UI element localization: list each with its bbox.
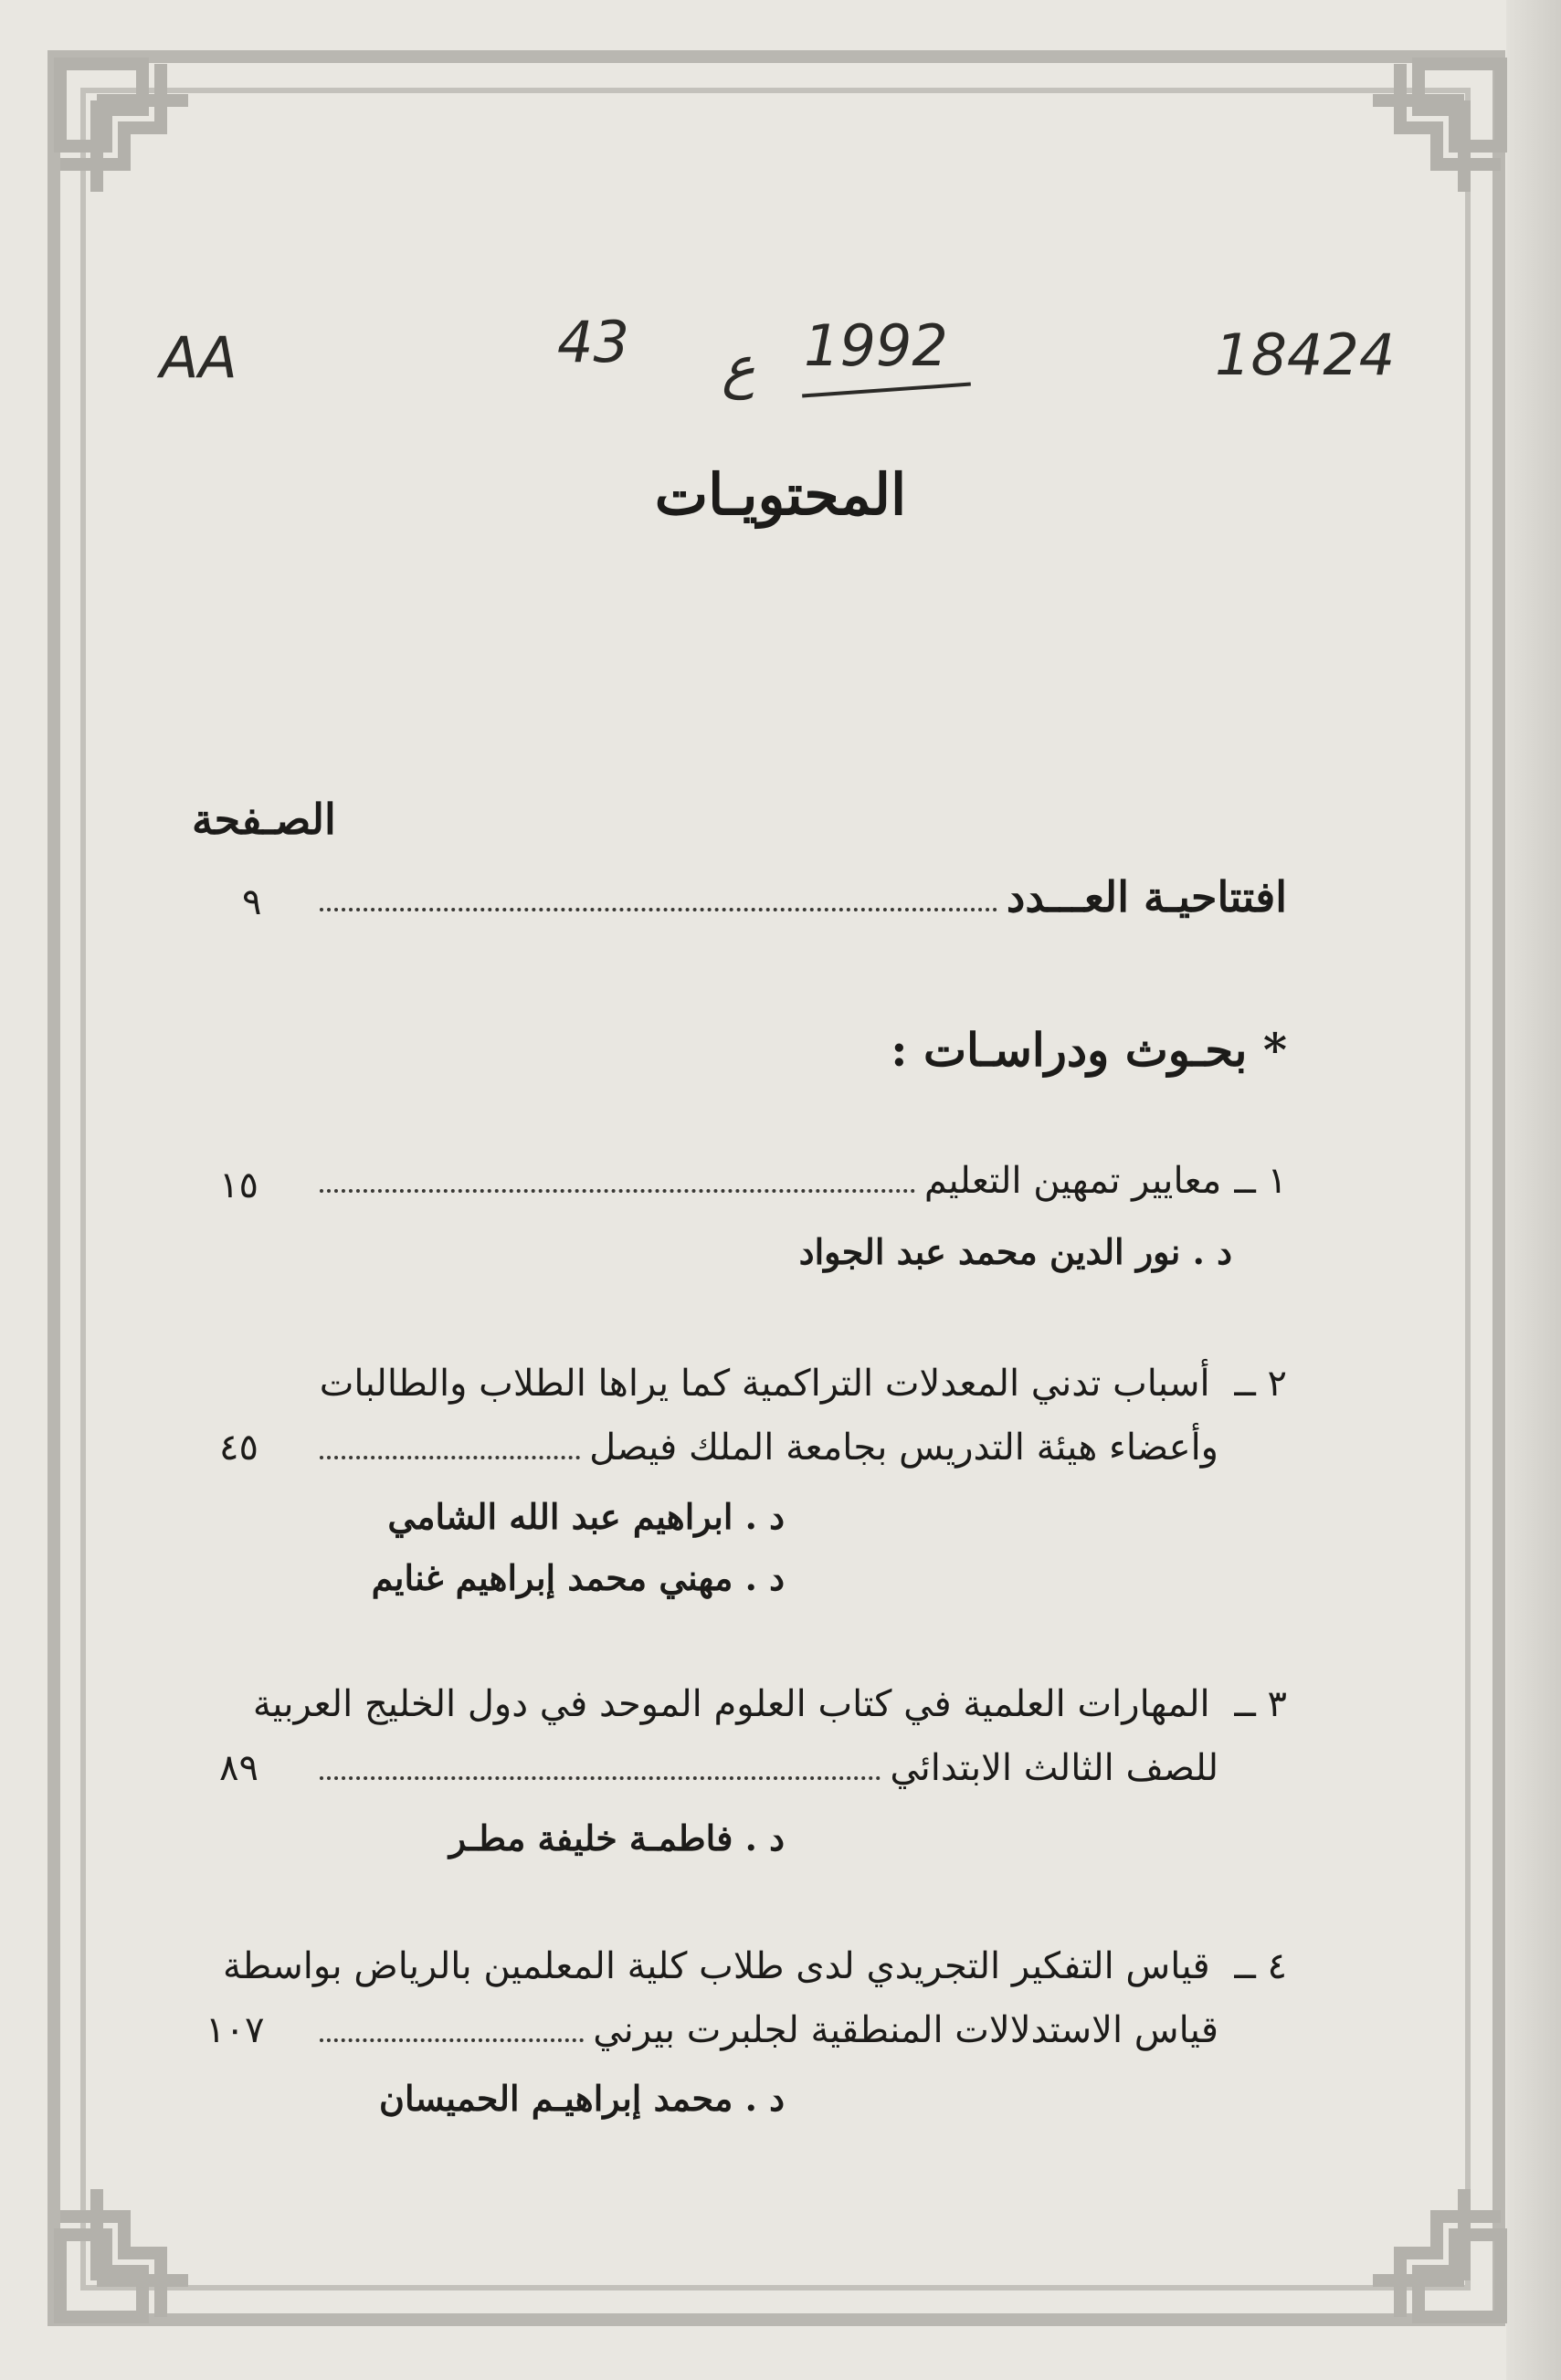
corner-ornament-icon <box>42 2153 225 2335</box>
entry-number: ٢ ــ <box>1234 1363 1287 1405</box>
entry-title: أسباب تدني المعدلات التراكمية كما يراها الطلاب والطالبات <box>319 1363 1210 1405</box>
page-number: ١٥ <box>219 1164 258 1206</box>
entry-title: قياس التفكير التجريدي لدى طلاب كلية المعلمين بالرياض بواسطة <box>222 1945 1210 1987</box>
handwritten-mark: 43 <box>557 309 629 375</box>
corner-ornament-icon <box>1336 2153 1519 2335</box>
page-number: ١٠٧ <box>206 2009 265 2051</box>
entry-number: ٣ ــ <box>1234 1683 1287 1725</box>
toc-entry-continued <box>311 1747 1218 1789</box>
leader-dots <box>320 1162 915 1193</box>
page-column-header: الصـفحة <box>192 795 336 844</box>
author: د . نور الدين محمد عبد الجواد <box>798 1231 1232 1272</box>
entry-number: ١ ــ <box>1234 1160 1287 1202</box>
toc-label: افتتاحيـة العـــدد <box>1006 872 1287 921</box>
section-heading: * بحـوث ودراسـات : <box>891 1023 1287 1077</box>
leader-dots <box>320 1749 881 1780</box>
toc-entry <box>223 1945 1287 1987</box>
entry-title-continued: للصف الثالث الابتدائي <box>890 1747 1218 1789</box>
entry-number: ٤ ــ <box>1234 1945 1287 1987</box>
toc-entry-continued <box>311 2009 1218 2051</box>
entry-title-continued: قياس الاستدلالات المنطقية لجلبرت بيرني <box>593 2009 1218 2051</box>
toc-entry-continued <box>311 1427 1218 1469</box>
toc-entry <box>253 1683 1287 1725</box>
author: د . ابراهيم عبد الله الشامي <box>387 1496 785 1537</box>
handwritten-year: 1992 <box>804 312 948 379</box>
handwritten-mark: AA <box>160 324 237 391</box>
toc-row-fatiha <box>311 872 1287 921</box>
handwritten-mark: 18424 <box>1215 321 1396 388</box>
corner-ornament-icon <box>1336 46 1519 228</box>
toc-entry <box>320 1363 1287 1405</box>
author: د . فاطمـة خليفة مطـر <box>448 1817 785 1859</box>
author: د . مهني محمد إبراهيم غنايم <box>371 1557 785 1598</box>
page-number: ٩ <box>242 881 262 923</box>
page-title: المحتويـات <box>654 461 907 528</box>
author: د . محمد إبراهيـم الحميسان <box>379 2078 785 2119</box>
entry-title-continued: وأعضاء هيئة التدريس بجامعة الملك فيصل <box>589 1427 1218 1469</box>
page-number: ٨٩ <box>219 1747 258 1789</box>
leader-dots <box>320 2011 584 2042</box>
page-number: ٤٥ <box>219 1427 258 1469</box>
toc-entry <box>311 1160 1287 1202</box>
handwritten-mark: ع <box>722 333 755 400</box>
corner-ornament-icon <box>42 46 225 228</box>
entry-title: معايير تمهين التعليم <box>923 1160 1222 1202</box>
entry-title: المهارات العلمية في كتاب العلوم الموحد في دول الخليج العربية <box>252 1683 1210 1725</box>
leader-dots <box>320 880 997 911</box>
page-edge-shadow <box>1506 0 1561 2380</box>
leader-dots <box>320 1428 580 1459</box>
